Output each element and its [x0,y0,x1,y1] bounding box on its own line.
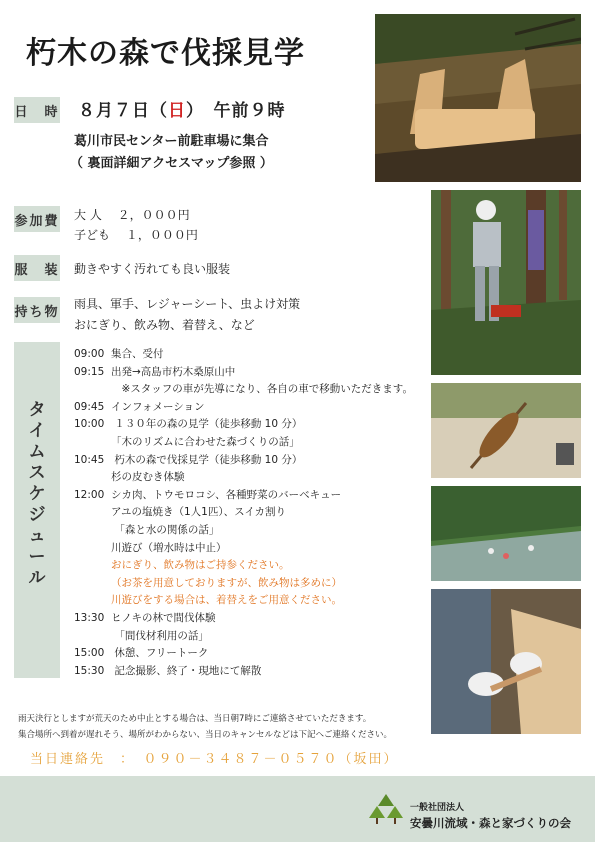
date-suffix: ） 午前９時 [186,101,286,121]
schedule-label-char: ム [28,442,46,462]
schedule-time: 09:00 [74,348,105,360]
fee-label: 参加費 [14,206,60,232]
schedule-row [74,487,341,502]
schedule-time: 09:15 [74,365,105,378]
schedule-time: 09:45 [74,400,105,413]
schedule-text: 休憩、フリートーク [111,647,209,660]
schedule-label-char: ュ [28,526,46,546]
schedule-row [74,399,205,414]
schedule-row [74,416,302,431]
clothing-label: 服 装 [14,255,60,281]
schedule-text: 川遊びをする場合は、着替えをご用意ください。 [111,594,342,607]
schedule-time: 10:45 [74,453,105,466]
schedule-text: シカ肉、トウモロコシ、各種野菜のバーベキュー [111,488,342,501]
schedule-time: 15:30 [74,664,105,677]
schedule-row [74,469,185,484]
day-of-week: 日 [168,101,186,121]
schedule-text: 記念撮影、終了・現地にて解散 [111,664,262,677]
items-line-1: 雨具、軍手、レジャーシート、虫よけ対策 [74,297,301,311]
schedule-row [74,628,209,643]
schedule-time: 13:30 [74,612,105,624]
schedule-label-char: ケ [28,484,46,504]
datetime-label: 日 時 [14,97,60,123]
schedule-label-char: ー [28,547,46,567]
river-photo [431,486,581,581]
schedule-row [74,434,300,449]
items-label: 持ち物 [14,297,60,323]
schedule-row [74,592,342,607]
schedule-label [26,400,48,589]
event-datetime [78,96,286,121]
schedule-label-char: ジ [28,505,46,525]
schedule-text: ヒノキの林で間伐体験 [111,612,216,624]
worker-photo [431,190,581,375]
schedule-label-char: タ [28,400,46,420]
schedule-text: ※スタッフの車が先導になり、各自の車で移動いただきます。 [111,383,413,396]
schedule-row [74,663,261,678]
schedule-row [74,610,215,625]
clothing-text: 動きやすく汚れても良い服装 [74,262,231,276]
schedule-text: （お茶を用意しておりますが、飲み物は多めに） [111,576,342,589]
footer-band [0,776,595,842]
schedule-time: 10:00 [74,418,105,431]
schedule-row [74,346,164,361]
schedule-text: 集合、受付 [111,348,164,360]
tree-logo-icon [368,792,404,828]
schedule-row [74,557,290,572]
schedule-text: 杉の皮むき体験 [111,471,185,484]
meeting-place: 葛川市民センター前駐車場に集合 [74,134,269,149]
schedule-row [74,452,302,467]
schedule-text: 「森と水の関係の話」 [111,524,220,536]
contact-note: 集合場所へ到着が遅れそう、場所がわからない、当日のキャンセルなどは下記へご連絡ください。 [18,730,393,740]
schedule-text: １３０年の森の見学（徒歩移動 10 分） [111,418,303,431]
schedule-text: 出発→高島市朽木桑原山中 [111,365,236,378]
fee-adult: 大 人 ２，０００円 [74,208,190,222]
schedule-label-char: ル [28,568,46,588]
schedule-row [74,540,227,555]
schedule-text: アユの塩焼き（1人1匹）、スイカ割り [111,506,287,519]
org-name: 安曇川流域・森と家づくりの会 [410,816,571,830]
day-contact: 当日連絡先 ： ０９０－３４８７－０５７０（坂田） [30,752,399,767]
schedule-label-char: イ [28,421,46,441]
page-title: 朽木の森で伐採見学 [26,36,305,71]
schedule-text: 「木のリズムに合わせた森づくりの話」 [111,436,300,448]
access-note: （ 裏面詳細アクセスマップ参照 ） [70,156,273,171]
schedule-row [74,364,235,379]
org-type: 一般社団法人 [410,803,465,813]
items-line-2: おにぎり、飲み物、着替え、など [74,318,255,332]
schedule-text: おにぎり、飲み物はご持参ください。 [111,559,290,572]
schedule-label-char: ス [28,463,46,483]
bark-photo [431,383,581,478]
schedule-row [74,381,413,396]
schedule-text: 「間伐材利用の話」 [111,629,209,642]
schedule-text: インフォメーション [111,400,205,413]
date-prefix: ８月７日（ [78,101,168,121]
schedule-row [74,504,286,519]
schedule-row [74,522,219,537]
schedule-text: 川遊び（増水時は中止） [111,541,227,554]
fee-child: 子ども １，０００円 [74,228,198,242]
schedule-text: 朽木の森で伐採見学（徒歩移動 10 分） [111,453,303,466]
hands-photo [431,589,581,734]
rain-note: 雨天決行としますが荒天のため中止とする場合は、当日朝7時にご連絡させていただきます。 [18,714,372,724]
schedule-row [74,575,342,590]
schedule-time: 15:00 [74,647,105,660]
schedule-time: 12:00 [74,488,105,501]
schedule-row [74,645,208,660]
stump-photo [375,14,581,182]
